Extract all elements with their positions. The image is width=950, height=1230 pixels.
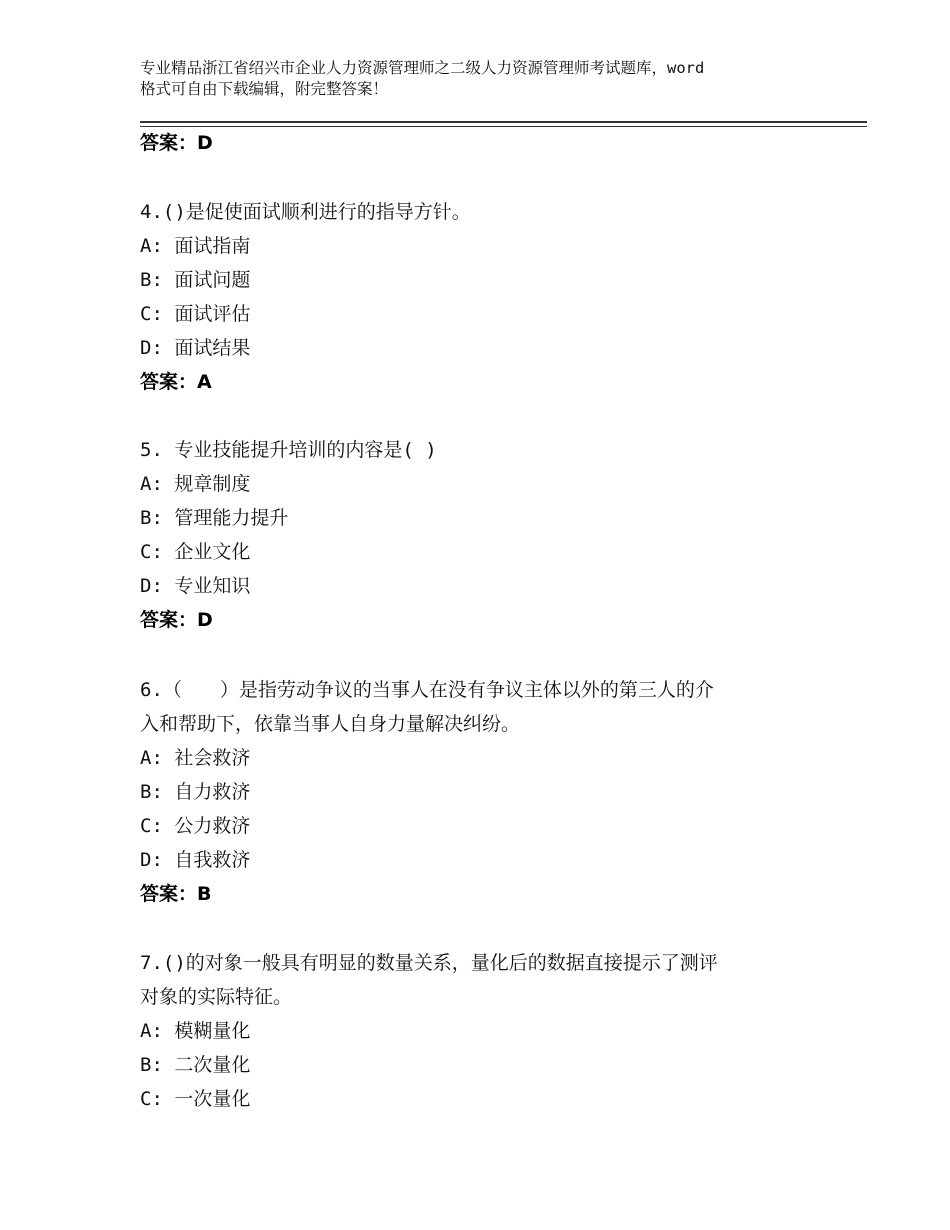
question-7-option-b: B: 二次量化 — [140, 1054, 251, 1076]
question-4-stem: 4.()是促使面试顺利进行的指导方针。 — [140, 201, 471, 223]
document-header — [140, 58, 840, 100]
answer-q3: 答案：D — [140, 132, 213, 154]
question-6-option-a: A: 社会救济 — [140, 747, 251, 769]
answer-q4: 答案：A — [140, 371, 212, 393]
question-6-option-d: D: 自我救济 — [140, 849, 251, 871]
question-4-option-a: A: 面试指南 — [140, 235, 251, 257]
question-5-option-a: A: 规章制度 — [140, 473, 251, 495]
answer-q6: 答案：B — [140, 883, 212, 905]
question-4-option-c: C: 面试评估 — [140, 303, 251, 325]
question-5-stem: 5. 专业技能提升培训的内容是( ) — [140, 439, 437, 461]
question-6-option-b: B: 自力救济 — [140, 781, 251, 803]
question-6-stem-line-1: 6.（ ）是指劳动争议的当事人在没有争议主体以外的第三人的介 — [140, 679, 714, 701]
header-rule-thick — [140, 121, 867, 123]
question-7-option-a: A: 模糊量化 — [140, 1020, 251, 1042]
question-5-option-d: D: 专业知识 — [140, 575, 251, 597]
question-6-option-c: C: 公力救济 — [140, 815, 251, 837]
question-7-stem-line-2: 对象的实际特征。 — [140, 986, 293, 1008]
question-6-stem-line-2: 入和帮助下，依靠当事人自身力量解决纠纷。 — [140, 713, 521, 735]
question-5-option-c: C: 企业文化 — [140, 541, 251, 563]
question-4-option-b: B: 面试问题 — [140, 269, 251, 291]
question-4-option-d: D: 面试结果 — [140, 337, 251, 359]
header-rule-thin — [140, 126, 867, 127]
header-line-2: 格式可自由下载编辑，附完整答案！ — [140, 80, 389, 98]
question-7-option-c: C: 一次量化 — [140, 1088, 251, 1110]
question-5-option-b: B: 管理能力提升 — [140, 507, 289, 529]
header-line-1: 专业精品浙江省绍兴市企业人力资源管理师之二级人力资源管理师考试题库，word — [140, 59, 705, 77]
question-7-stem-line-1: 7.()的对象一般具有明显的数量关系，量化后的数据直接提示了测评 — [140, 952, 718, 974]
answer-q5: 答案：D — [140, 609, 213, 631]
